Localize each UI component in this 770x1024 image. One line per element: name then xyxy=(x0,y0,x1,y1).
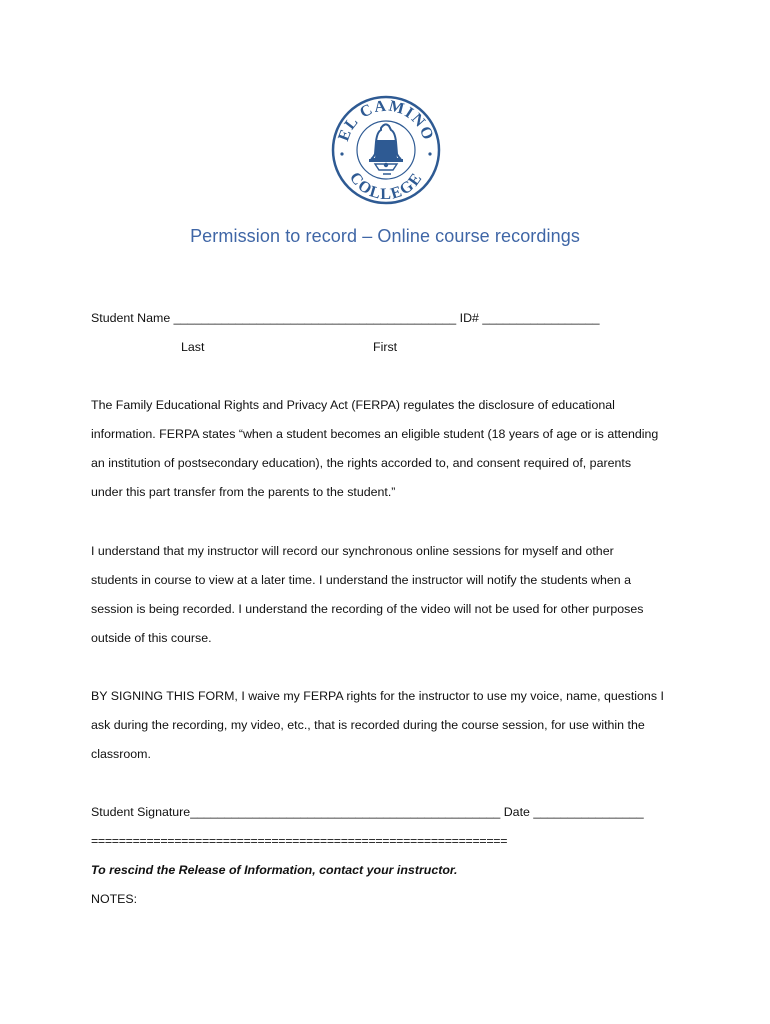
understand-line-1: I understand that my instructor will record our synchronous online sessions for myself and other xyxy=(91,544,614,558)
ferpa-line-3: an institution of postsecondary education), the rights accorded to, and consent required of, parents xyxy=(91,456,632,470)
rescind-note: To rescind the Release of Information, contact your instructor. xyxy=(91,863,458,877)
signature-date-line: Student Signature_____________________________________________ Date ________________ xyxy=(91,805,644,819)
separator-line: ============================================================ xyxy=(91,834,508,848)
student-name-id-line: Student Name _________________________________________ ID# _________________ xyxy=(91,311,600,325)
bell-icon xyxy=(369,124,403,174)
logo-top-text: EL CAMINO xyxy=(335,97,437,144)
notes-label: NOTES: xyxy=(91,892,138,906)
understand-line-3: session is being recorded. I understand the recording of the video will not be used for other purposes xyxy=(91,602,644,616)
page-title: Permission to record – Online course recordings xyxy=(190,226,580,246)
understand-line-4: outside of this course. xyxy=(91,631,212,645)
understand-line-2: students in course to view at a later time. I understand the instructor will notify the students when a xyxy=(91,573,631,587)
signing-line-2: ask during the recording, my video, etc., that is recorded during the course session, for use within the xyxy=(91,718,645,732)
logo-bottom-text: COLLEGE xyxy=(345,169,427,204)
first-name-label: First xyxy=(373,340,398,354)
college-seal-logo xyxy=(331,92,441,208)
signing-line-3: classroom. xyxy=(91,747,151,761)
signing-line-1: BY SIGNING THIS FORM, I waive my FERPA rights for the instructor to use my voice, name, questions I xyxy=(91,689,664,703)
ferpa-line-1: The Family Educational Rights and Privacy Act (FERPA) regulates the disclosure of educational xyxy=(91,398,615,412)
ferpa-line-4: under this part transfer from the parents to the student.” xyxy=(91,485,396,499)
last-name-label: Last xyxy=(181,340,205,354)
ferpa-line-2: information. FERPA states “when a student becomes an eligible student (18 years of age or is attending xyxy=(91,427,659,441)
